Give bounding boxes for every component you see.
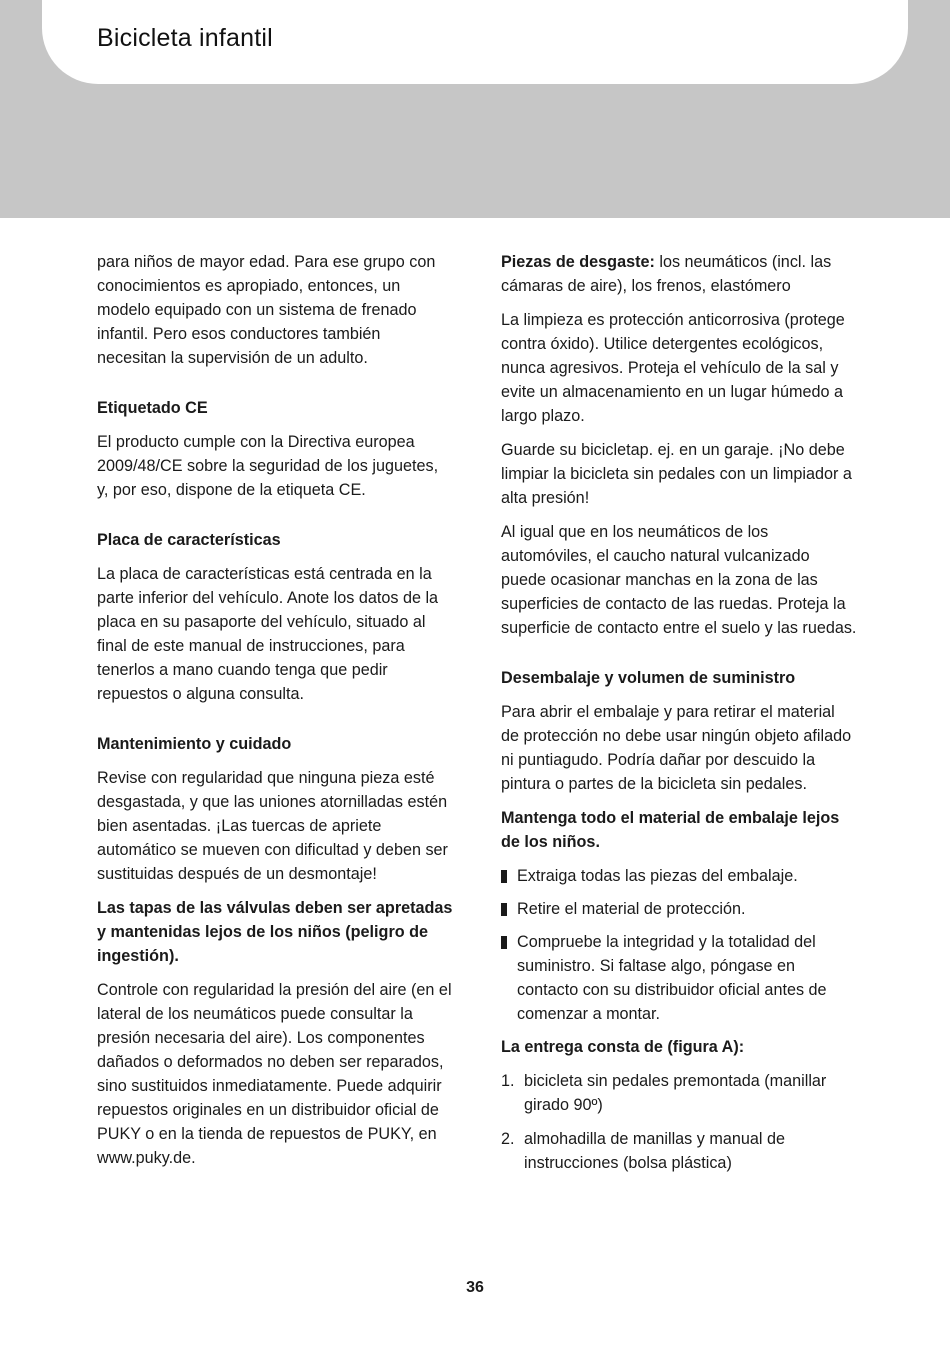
page-title: Bicicleta infantil bbox=[97, 24, 273, 52]
bullet-marker-icon bbox=[501, 903, 507, 916]
maintenance-paragraph: Revise con regularidad que ninguna pieza esté desgastada, y que las uniones atornilladas estén bien asentadas. ¡Las tuercas de apriete automático se mueven con dificultad y deben ser sustituidas después de un desmontaje! bbox=[97, 769, 448, 883]
plate-paragraph: La placa de características está centrada en la parte inferior del vehículo. Anote los datos de la placa en su pasaporte del vehículo, situado al final de este manual de instrucciones, para tenerlos a mano cuando tenga que pedir repuestos o alguna consulta. bbox=[97, 565, 439, 703]
unpack-heading: Desembalaje y volumen de suministro bbox=[501, 669, 796, 687]
bullet-marker-icon bbox=[501, 936, 507, 949]
maintenance-heading: Mantenimiento y cuidado bbox=[97, 735, 292, 753]
item-text: bicicleta sin pedales premontada (manillar girado 90º) bbox=[524, 1072, 827, 1114]
step-item bbox=[501, 930, 857, 1026]
step-item bbox=[501, 897, 857, 921]
step-text: Retire el material de protección. bbox=[517, 900, 746, 918]
rubber-paragraph: Al igual que en los neumáticos de los automóviles, el caucho natural vulcanizado puede ocasionar manchas en la zona de las superficies de contacto de las ruedas. Proteja la superficie de contacto entre el suelo y las ruedas. bbox=[501, 523, 857, 637]
wear-paragraph bbox=[501, 250, 857, 298]
wear-text: los neumáticos (incl. las cámaras de aire), los frenos, elastómero bbox=[501, 253, 832, 295]
delivery-list bbox=[501, 1069, 857, 1175]
packaging-warning: Mantenga todo el material de embalaje lejos de los niños. bbox=[501, 809, 840, 851]
left-column bbox=[97, 250, 453, 1180]
page-number: 36 bbox=[466, 1279, 484, 1296]
step-item bbox=[501, 864, 857, 888]
plate-heading: Placa de características bbox=[97, 531, 281, 549]
pressure-paragraph: Controle con regularidad la presión del aire (en el lateral de los neumáticos puede consultar la presión necesaria del aire). Los componentes dañados o deformados no deben ser reparados, sino sustituidos inmediatamente. Puede adquirir repuestos originales en un distribuidor oficial de PUKY o en la tienda de repuestos de PUKY, en www.puky.de. bbox=[97, 981, 452, 1167]
item-number: 1. bbox=[501, 1072, 515, 1090]
step-text: Compruebe la integridad y la totalidad del suministro. Si faltase algo, póngase en contacto con su distribuidor oficial antes de comenzar a montar. bbox=[517, 933, 827, 1023]
step-text: Extraiga todas las piezas del embalaje. bbox=[517, 867, 798, 885]
unpack-steps bbox=[501, 864, 857, 1026]
storage-paragraph: Guarde su bicicletap. ej. en un garaje. ¡No debe limpiar la bicicleta sin pedales con un limpiador a alta presión! bbox=[501, 441, 852, 507]
item-text: almohadilla de manillas y manual de instrucciones (bolsa plástica) bbox=[524, 1130, 785, 1172]
wear-label: Piezas de desgaste: bbox=[501, 253, 655, 271]
intro-paragraph: para niños de mayor edad. Para ese grupo con conocimientos es apropiado, entonces, un modelo equipado con un sistema de frenado infantil. Pero esos conductores también necesitan la supervisión de un adulto. bbox=[97, 253, 436, 367]
delivery-item bbox=[501, 1069, 857, 1117]
item-number: 2. bbox=[501, 1130, 515, 1148]
right-column bbox=[501, 250, 857, 1185]
delivery-heading: La entrega consta de (figura A): bbox=[501, 1038, 745, 1056]
cleaning-paragraph: La limpieza es protección anticorrosiva (protege contra óxido). Utilice detergentes ecológicos, nunca agresivos. Proteja el vehículo de la sal y evite un almacenamiento en un lugar húmedo a largo plazo. bbox=[501, 311, 845, 425]
delivery-item bbox=[501, 1127, 857, 1175]
bullet-marker-icon bbox=[501, 870, 507, 883]
unpack-paragraph: Para abrir el embalaje y para retirar el material de protección no debe usar ningún objeto afilado ni puntiagudo. Podría dañar por descuido la pintura o partes de la bicicleta sin pedales. bbox=[501, 703, 852, 793]
ce-paragraph: El producto cumple con la Directiva europea 2009/48/CE sobre la seguridad de los juguetes, y, por eso, dispone de la etiqueta CE. bbox=[97, 433, 439, 499]
ce-heading: Etiquetado CE bbox=[97, 399, 208, 417]
valve-warning: Las tapas de las válvulas deben ser apretadas y mantenidas lejos de los niños (peligro de ingestión). bbox=[97, 899, 453, 965]
